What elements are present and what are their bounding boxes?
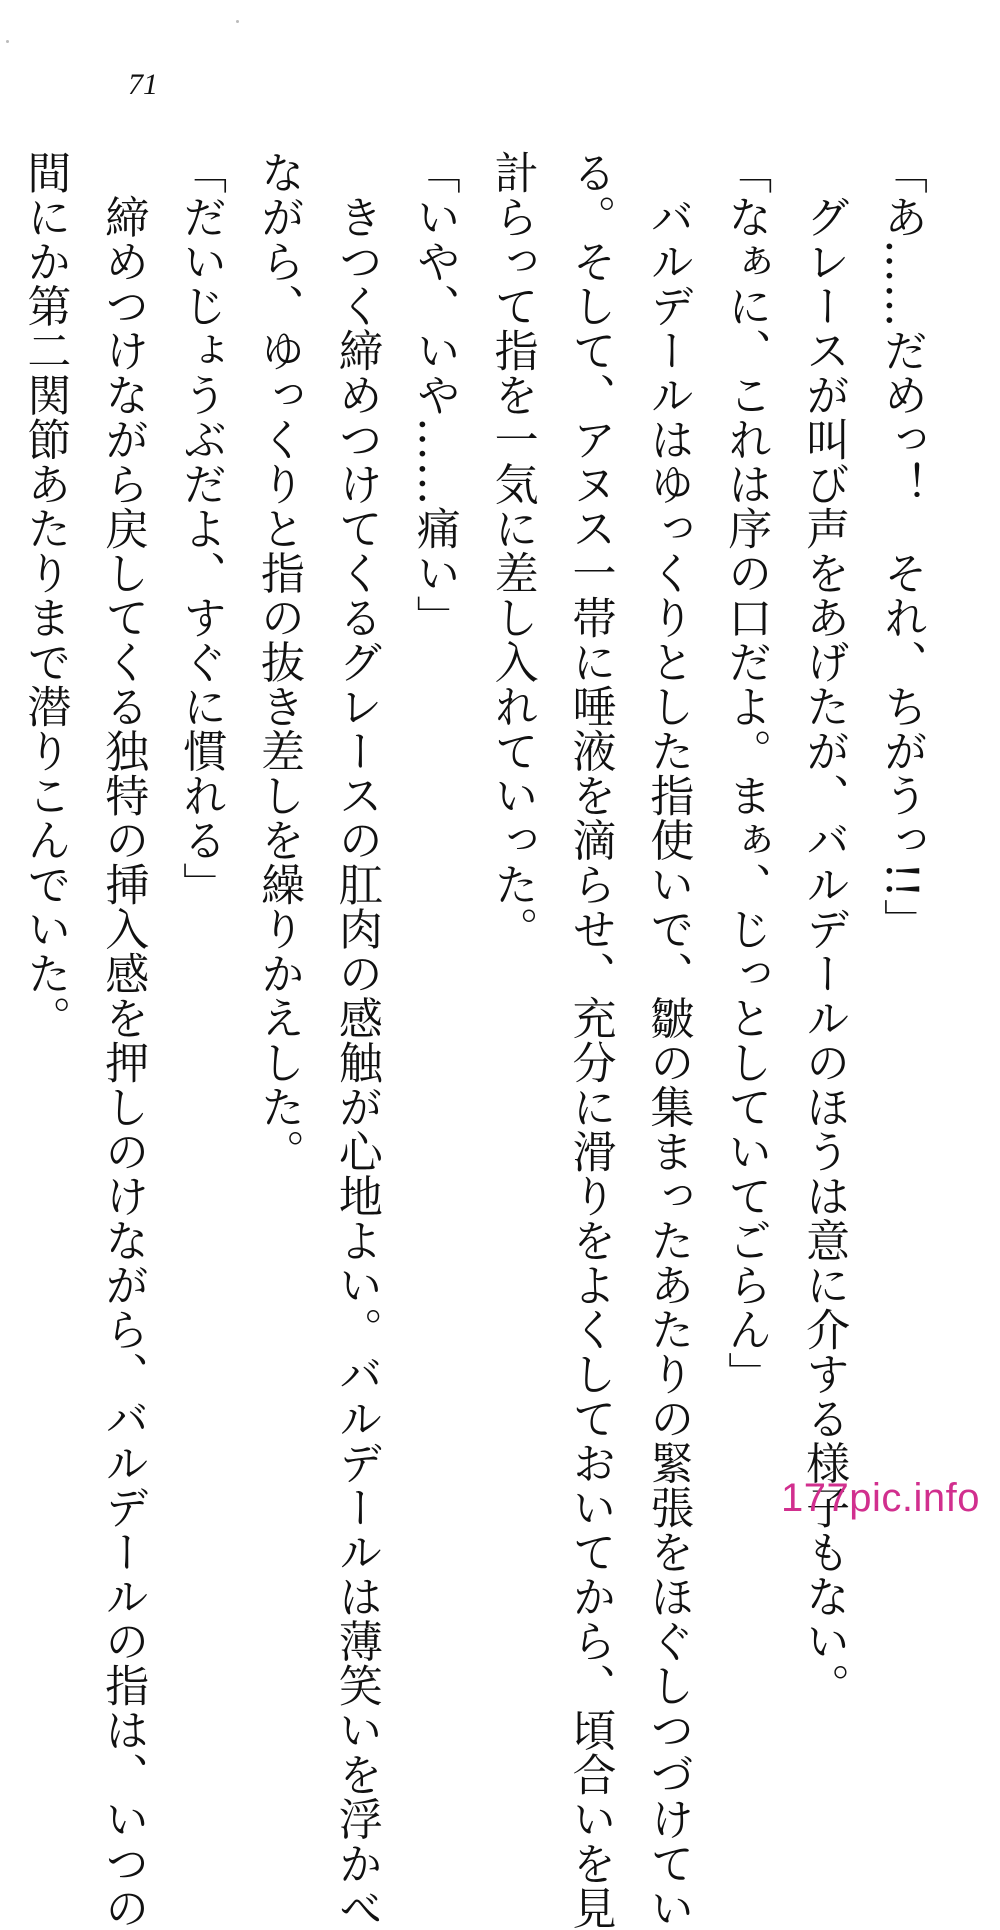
text-line — [0, 150, 6, 1410]
text-line: 締めつけながら戻してくる独特の挿入感を押しのけながら、バルデールの指は、いつの — [97, 150, 149, 1930]
text-line: 間にか第二関節あたりまで潜りこんでいた。 — [19, 150, 71, 1040]
page-number: 71 — [128, 68, 158, 101]
text-line: 「いや、いや……痛い」 — [408, 150, 460, 640]
text-line: る。そして、アヌス一帯に唾液を滴らせ、充分に滑りをよくしておいてから、頃合いを見 — [564, 150, 616, 1930]
text-line: きつく締めつけてくるグレースの肛肉の感触が心地よい。バルデールは薄笑いを浮かべ — [330, 150, 382, 1930]
text-line: 「なぁに、これは序の口だよ。まぁ、じっとしていてごらん」 — [720, 150, 772, 1396]
text-line: 「だいじょうぶだよ、すぐに慣れる」 — [175, 150, 227, 907]
scan-speck — [6, 40, 9, 43]
watermark: 177pic.info — [781, 1476, 980, 1520]
scan-speck — [236, 20, 239, 23]
text-line: ながら、ゆっくりと指の抜き差しを繰りかえした。 — [253, 150, 304, 1174]
text-line: 計らって指を一気に差し入れていった。 — [486, 150, 538, 951]
text-line: 「あ……だめっ！ それ、ちがうっ!!」 — [876, 150, 927, 943]
text-line: バルデールはゆっくりとした指使いで、皺の集まったあたりの緊張をほぐしつづけてい — [642, 150, 694, 1930]
text-line: グレースが叫び声をあげたが、バルデールのほうは意に介する様子もない。 — [798, 150, 850, 1708]
